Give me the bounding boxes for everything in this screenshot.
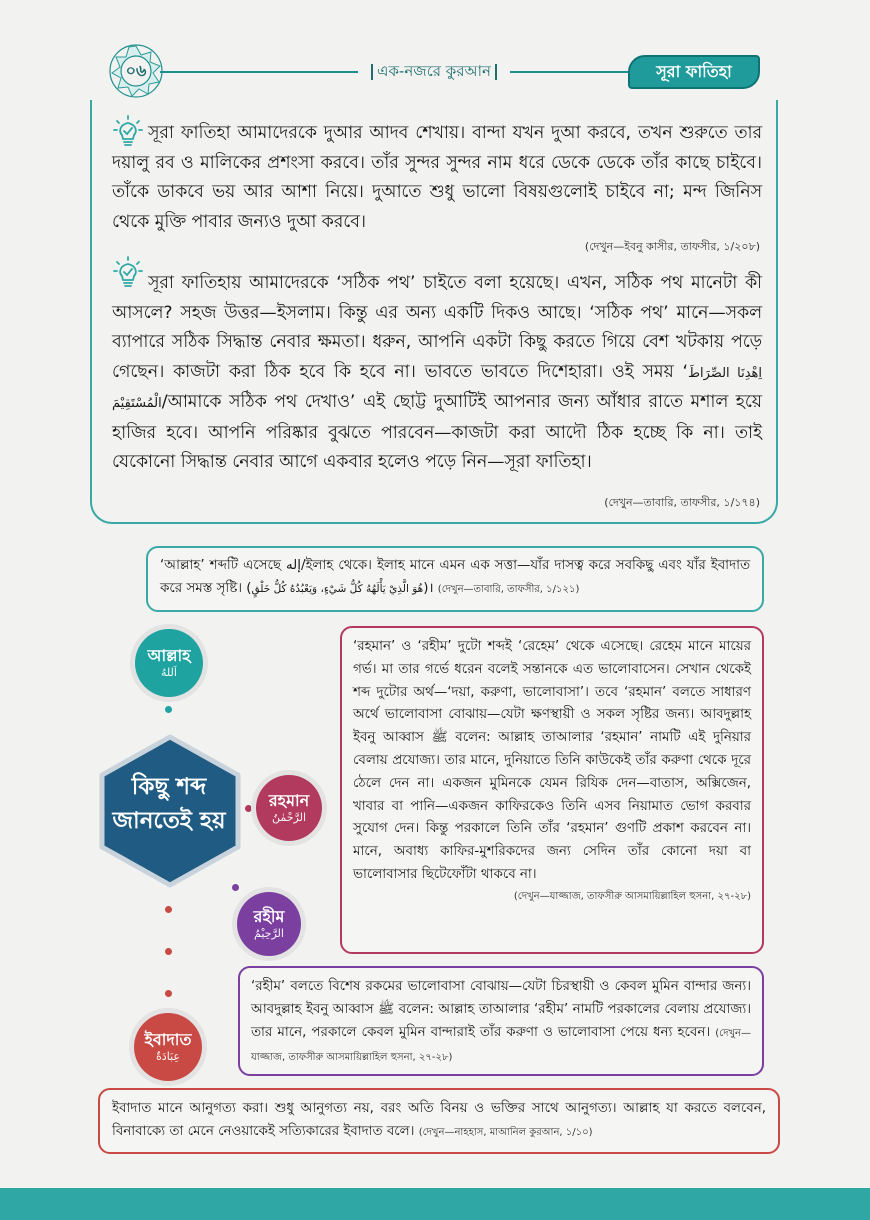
rahim-note-text: [251, 975, 751, 1069]
rahim-circle: [237, 892, 301, 956]
header-rule-right: [508, 71, 632, 73]
connector-dot: [165, 948, 172, 955]
rahim-circle-title: রহীম: [253, 907, 285, 926]
connector-dot: [165, 906, 172, 913]
ibadat-note-box: [98, 1088, 780, 1154]
rahim-note-box: [238, 966, 764, 1076]
ibadat-circle-title: ইবাদাত: [144, 1030, 192, 1049]
paragraph-dua-etiquette: [112, 119, 762, 237]
rahim-citation: (দেখুন—যাজ্জাজ, তাফসীরু আসমায়িল্লাহিল হুসনা, ২৭-২৮): [251, 1028, 751, 1063]
book-title-text: এক-নজরে কুরআন: [377, 62, 491, 80]
header-rule-left: [160, 71, 360, 73]
rahim-circle-arabic: الرَّحِيْمُ: [254, 927, 284, 940]
allah-circle: [135, 629, 203, 697]
rahman-citation: (দেখুন—যাজ্জাজ, তাফসীরু আসমায়িল্লাহিল হুসনা, ২৭-২৮): [513, 890, 751, 902]
ibadat-circle: [134, 1013, 202, 1081]
connector-dot: [232, 884, 239, 891]
allah-note-text: [160, 555, 750, 601]
paragraph-2-text: [112, 269, 762, 478]
citation-2: (দেখুন—তাবারি, তাফসীর, ১/১৭৪): [604, 496, 760, 509]
page-number: ০৬: [125, 60, 147, 80]
allah-circle-title: আল্লাহ: [147, 646, 191, 665]
footer-bar: [0, 1188, 870, 1220]
allah-text-b: /ইলাহ থেকে। ইলাহ মানে এমন এক সত্তা—যাঁর দাসত্ব করে সবকিছু এবং যাঁর ইবাদাত করে সমস্ত সৃষ্টি। (: [160, 558, 750, 596]
paragraph-right-path: [112, 269, 762, 478]
title-bar-right: [495, 64, 497, 80]
paragraph-2-part1: সূরা ফাতিহায় আমাদেরকে ‘সঠিক পথ’ চাইতে বলা হয়েছে। এখন, সঠিক পথ মানেটা কী আসলে? সহজ উত্তর—ইসলাম। কিন্তু এর অন্য একটি দিকও আছে। ‘সঠিক পথ’ মানে—সকল ব্যাপারে সঠিক সিদ্ধান্ত নেবার ক্ষমতা। ধরুন, আপনি একটা কিছু করতে গিয়ে বেশ খটকায় পড়ে গেছেন। কাজটা করা ঠিক হবে কি হবে না। ভাবতে ভাবতে দিশেহারা। ওই সময় ‘: [112, 273, 762, 382]
arabic-ilah: إله: [285, 558, 301, 573]
book-title: [358, 60, 510, 82]
connector-dot: [245, 805, 252, 812]
paragraph-1-text: সূরা ফাতিহা আমাদেরকে দুআর আদব শেখায়। বান্দা যখন দুআ করবে, তখন শুরুতে তার দয়ালু রব ও মালিকের প্রশংসা করবে। তাঁর সুন্দর সুন্দর নাম ধরে ডেকে ডেকে তাঁর কাছে চাইবে। তাঁকে ডাকবে ভয় আর আশা নিয়ে। দুআতে শুধু ভালো বিষয়গুলোই চাইবে না; মন্দ জিনিস থেকে মুক্তি পাবার জন্যও দুআ করবে।: [112, 123, 762, 232]
allah-circle-arabic: اَللهُ: [161, 666, 177, 679]
rahim-text: ‘রহীম’ বলতে বিশেষ রকমের ভালোবাসা বোঝায়—যেটা চিরস্থায়ী ও কেবল মুমিন বান্দার জন্য। আবদুল্লাহ ইবনু আব্বাস ﷺ বলেন: আল্লাহ তাআলার ‘রহীম’ নামটি পরকালের বেলায় প্রযোজ্য। তার মানে, পরকালে কেবল মুমিন বান্দারাই তাঁর করুণা ও ভালোবাসা পেয়ে ধন্য হবেন।: [251, 979, 751, 1040]
rahman-circle-title: রহমান: [268, 791, 310, 810]
center-label-line2: জানতেই হয়: [112, 808, 226, 834]
allah-note-box: [146, 546, 764, 612]
rahman-circle: [256, 775, 322, 841]
rahman-note-box: [340, 626, 764, 954]
center-label: [100, 770, 238, 838]
ibadat-note-text: [112, 1098, 766, 1144]
center-label-line1: কিছু শব্দ: [131, 774, 207, 800]
citation-1: (দেখুন—ইবনু কাসীর, তাফসীর, ১/২০৮): [584, 240, 760, 253]
ibadat-circle-arabic: عِبَادَةٌ: [156, 1050, 180, 1063]
connector-dot: [165, 990, 172, 997]
connector-dot: [165, 706, 172, 713]
allah-text-a: ‘আল্লাহ’ শব্দটি এসেছে: [160, 558, 286, 573]
arabic-verse: هُوَ الَّذِيْ يَأْلَهُهُ كُلُّ شَيْءٍ، وَيَعْبُدُهُ كُلُّ خَلْقٍ: [251, 582, 424, 595]
rahman-circle-arabic: الرَّحْمٰنُ: [271, 811, 306, 824]
allah-citation: (দেখুন—তাবারি, তাফসীর, ১/১২১): [437, 583, 580, 595]
paragraph-2-part2: /আমাকে সঠিক পথ দেখাও’ এই ছোট্ট দুআটিই আপনার জন্য আঁধার রাতে মশাল হয়ে হাজির হবে। আপনি পরিষ্কার বুঝতে পারবেন—কাজটা করা আদৌ ঠিক হচ্ছে কি না। তাই যেকোনো সিদ্ধান্ত নেবার আগে একবার হলেও পড়ে নিন—সূরা ফাতিহা।: [112, 392, 762, 472]
allah-text-c: )।: [423, 580, 434, 596]
arabic-ihdina: اِهْدِنَا الصِّرَاطَ الْمُسْتَقِيْمَ: [112, 365, 762, 411]
rahman-note-text: ‘রহমান’ ও ‘রহীম’ দুটো শব্দই ‘রেহেম’ থেকে এসেছে। রেহেম মানে মায়ের গর্ভ। মা তার গর্ভে ধরেন বলেই সন্তানকে এত ভালোবাসেন। সেখান থেকেই শব্দ দুটোর অর্থ—‘দয়া, করুণা, ভালোবাসা’। তবে ‘রহমান’ বলতে সাধারণ অর্থে ভালোবাসা বোঝায়—যেটা ক্ষণস্থায়ী ও সকল সৃষ্টির জন্য। আবদুল্লাহ ইবনু আব্বাস ﷺ বলেন: আল্লাহ তাআলার ‘রহমান’ নামটি এই দুনিয়ার বেলায় প্রযোজ্য। তার মানে, দুনিয়াতে তিনি কাউকেই তাঁর করুণা থেকে দূরে ঠেলে দেন না। একজন মুমিনকে যেমন রিযিক দেন—বাতাস, অক্সিজেন, খাবার বা পানি—একজন কাফিরকেও তিনি এসব নিয়ামাত ভোগ করবার সুযোগ দেন। কিন্তু পরকালে তিনি তাঁর ‘রহমান’ গুণটি প্রকাশ করবেন না। মানে, অবাধ্য কাফির-মুশরিকদের জন্য সেদিন তাঁর কোনো দয়া বা ভালোবাসার ছিটেফোঁটা থাকবে না।: [353, 639, 751, 882]
chapter-tag: সূরা ফাতিহা: [628, 55, 760, 89]
page-number-badge: [108, 43, 164, 99]
ibadat-citation: (দেখুন—নাহহাস, মাআনিল কুরআন, ১/১০): [418, 1126, 593, 1138]
title-bar-left: [371, 64, 373, 80]
ibadat-text: ইবাদাত মানে আনুগত্য করা। শুধু আনুগত্য নয়, বরং অতি বিনয় ও ভক্তির সাথে আনুগত্য। আল্লাহ যা করতে বলবেন, বিনাবাক্যে তা মেনে নেওয়াকেই সত্যিকারের ইবাদাত বলে।: [112, 1101, 766, 1139]
